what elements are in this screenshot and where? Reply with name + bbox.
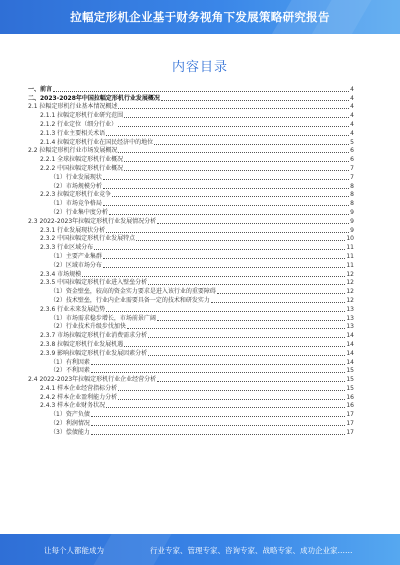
- toc-entry[interactable]: [28, 357, 354, 366]
- toc-leader-dots: [94, 249, 345, 250]
- toc-entry-label: （2）不利因素: [50, 367, 90, 375]
- toc-entry-label: 2.3.2 中国拉幅定形机行业发展特点: [40, 235, 136, 243]
- toc-entry-label: （2）行业集中度分析: [50, 208, 108, 216]
- toc-leader-dots: [136, 240, 345, 241]
- toc-entry-label: （1）资金壁垒，较高的资金实力要求是进入该行业的重要障碍: [50, 288, 216, 296]
- toc-leader-dots: [103, 267, 346, 268]
- toc-entry[interactable]: [28, 330, 354, 339]
- toc-leader-dots: [53, 91, 349, 92]
- toc-entry-page: 15: [346, 384, 354, 392]
- page-footer: [0, 534, 400, 565]
- toc-leader-dots: [157, 320, 346, 321]
- toc-leader-dots: [124, 170, 349, 171]
- toc-entry-page: 15: [346, 367, 354, 375]
- toc-entry-label: 2.1.1 拉幅定形机行业研究范围: [40, 112, 124, 120]
- toc-entry[interactable]: [28, 128, 354, 137]
- toc-entry[interactable]: [28, 313, 354, 322]
- toc-leader-dots: [118, 399, 345, 400]
- toc-entry[interactable]: [28, 251, 354, 260]
- toc-entry-page: 16: [346, 393, 354, 401]
- toc-entry-label: 2.3.9 影响拉幅定形机行业发展因素分析: [40, 349, 148, 357]
- toc-entry-page: 14: [346, 332, 354, 340]
- toc-entry-label: （1）主要产业集群: [50, 252, 102, 260]
- toc-entry-page: 17: [346, 411, 354, 419]
- toc-leader-dots: [124, 346, 345, 347]
- toc-leader-dots: [148, 355, 345, 356]
- toc-entry[interactable]: [28, 322, 354, 331]
- toc-entry-page: 9: [350, 217, 354, 225]
- toc-entry-page: 13: [346, 314, 354, 322]
- toc-entry-label: 二、2023-2028年中国拉幅定形机行业发展概况: [28, 94, 160, 102]
- toc-entry-page: 4: [350, 129, 354, 137]
- toc-leader-dots: [109, 214, 349, 215]
- toc-entry-page: 7: [350, 164, 354, 172]
- toc-leader-dots: [127, 328, 346, 329]
- toc-entry-label: 2.4 2022-2023年拉幅定形机行业企业经营分析: [28, 376, 157, 384]
- toc-entry-label: （1）有利因素: [50, 358, 90, 366]
- toc-entry-page: 11: [346, 244, 354, 252]
- toc-entry-label: （2）市场规模分析: [50, 182, 102, 190]
- table-of-contents: [28, 84, 354, 436]
- toc-entry[interactable]: [28, 304, 354, 313]
- toc-entry-page: 9: [350, 226, 354, 234]
- toc-entry[interactable]: [28, 234, 354, 243]
- toc-entry[interactable]: [28, 181, 354, 190]
- toc-leader-dots: [118, 390, 345, 391]
- toc-entry-page: 17: [346, 420, 354, 428]
- toc-entry[interactable]: [28, 110, 354, 119]
- toc-entry-label: 2.2.2 中国拉幅定形机行业概况: [40, 164, 124, 172]
- toc-entry[interactable]: [28, 427, 354, 436]
- footer-slogan: 让每个人都能成为: [44, 546, 104, 555]
- toc-entry[interactable]: [28, 190, 354, 199]
- toc-entry[interactable]: [28, 137, 354, 146]
- toc-entry-page: 4: [350, 112, 354, 120]
- toc-entry[interactable]: [28, 409, 354, 418]
- toc-entry[interactable]: [28, 374, 354, 383]
- toc-entry-label: （2）行业技术升级步伐加快: [50, 323, 126, 331]
- toc-entry-page: 4: [350, 103, 354, 111]
- toc-entry-page: 16: [346, 402, 354, 410]
- toc-entry-page: 14: [346, 358, 354, 366]
- toc-entry-label: （1）行业发展现状: [50, 173, 102, 181]
- toc-entry-page: 15: [346, 376, 354, 384]
- toc-leader-dots: [157, 223, 349, 224]
- toc-entry-label: 2.1 拉幅定形机行业基本情况概述: [28, 103, 118, 111]
- toc-leader-dots: [217, 293, 346, 294]
- toc-leader-dots: [91, 364, 346, 365]
- toc-entry-label: 2.1.4 拉幅定形机行业在国民经济中的地位: [40, 138, 154, 146]
- toc-entry[interactable]: [28, 207, 354, 216]
- toc-entry-label: 2.3 2022-2023年拉幅定形机行业发展情况分析: [28, 217, 157, 225]
- toc-leader-dots: [118, 152, 349, 153]
- toc-leader-dots: [112, 196, 349, 197]
- toc-entry[interactable]: [28, 278, 354, 287]
- toc-entry-label: 2.3.6 行业未来发展趋势: [40, 305, 106, 313]
- toc-entry[interactable]: [28, 286, 354, 295]
- toc-entry-label: 2.1.3 行业主要相关术语: [40, 129, 106, 137]
- toc-entry-page: 11: [346, 252, 354, 260]
- toc-entry[interactable]: [28, 146, 354, 155]
- report-title: 拉幅定形机企业基于财务视角下发展策略研究报告: [70, 10, 330, 24]
- toc-entry[interactable]: [28, 418, 354, 427]
- toc-entry-label: 2.2.3 拉幅定形机行业竞争: [40, 191, 112, 199]
- toc-entry-label: 2.2 拉幅定形机行业市场发展概况: [28, 147, 118, 155]
- toc-heading: 内容目录: [171, 60, 228, 75]
- toc-entry-page: 12: [346, 288, 354, 296]
- toc-leader-dots: [106, 232, 349, 233]
- toc-leader-dots: [118, 126, 349, 127]
- toc-entry-page: 4: [350, 94, 354, 102]
- toc-entry[interactable]: [28, 102, 354, 111]
- toc-leader-dots: [154, 144, 349, 145]
- toc-entry-label: 2.3.1 行业发展现状分析: [40, 226, 106, 234]
- toc-entry-label: （2）区域市场分布: [50, 261, 102, 269]
- footer-tagline: 行业专家、管理专家、咨询专家、战略专家、成功企业家……: [150, 546, 353, 555]
- toc-entry-page: 11: [346, 261, 354, 269]
- toc-entry[interactable]: [28, 198, 354, 207]
- toc-entry[interactable]: [28, 269, 354, 278]
- toc-leader-dots: [91, 434, 346, 435]
- toc-entry-label: （1）市场竞争格局: [50, 200, 102, 208]
- toc-leader-dots: [91, 372, 346, 373]
- toc-entry-label: 2.3.4 市场规模: [40, 270, 82, 278]
- toc-leader-dots: [103, 205, 349, 206]
- toc-entry[interactable]: [28, 366, 354, 375]
- toc-leader-dots: [103, 258, 346, 259]
- toc-entry[interactable]: [28, 119, 354, 128]
- toc-entry-label: （2）利润情况: [50, 420, 90, 428]
- toc-entry-label: 2.2.1 全球拉幅定形机行业概况: [40, 156, 124, 164]
- toc-entry[interactable]: [28, 172, 354, 181]
- toc-entry-page: 12: [346, 279, 354, 287]
- toc-entry-label: （1）市场需求稳步增长，市场前景广阔: [50, 314, 156, 322]
- toc-entry[interactable]: [28, 225, 354, 234]
- toc-leader-dots: [106, 135, 349, 136]
- toc-entry[interactable]: [28, 392, 354, 401]
- toc-entry-page: 4: [350, 85, 354, 93]
- toc-entry-page: 8: [350, 200, 354, 208]
- toc-leader-dots: [148, 337, 345, 338]
- toc-entry-label: （2）技术壁垒，行业内企业需要具备一定的技术和研发实力: [50, 296, 210, 304]
- toc-entry-label: 2.4.2 样本企业盈利能力分析: [40, 393, 118, 401]
- toc-entry[interactable]: [28, 154, 354, 163]
- toc-leader-dots: [91, 425, 346, 426]
- toc-entry-page: 6: [350, 156, 354, 164]
- toc-entry[interactable]: [28, 401, 354, 410]
- toc-entry[interactable]: [28, 383, 354, 392]
- toc-entry-page: 12: [346, 296, 354, 304]
- toc-entry-page: 13: [346, 323, 354, 331]
- toc-leader-dots: [157, 381, 345, 382]
- toc-entry[interactable]: [28, 216, 354, 225]
- toc-entry[interactable]: [28, 163, 354, 172]
- toc-entry-page: 8: [350, 182, 354, 190]
- toc-entry[interactable]: [28, 242, 354, 251]
- toc-entry-label: 2.1.2 行业定位（细分行业）: [40, 120, 118, 128]
- toc-leader-dots: [103, 188, 349, 189]
- toc-leader-dots: [82, 276, 345, 277]
- toc-entry-page: 9: [350, 208, 354, 216]
- toc-entry-page: 10: [346, 235, 354, 243]
- toc-entry-label: 2.3.7 市场拉幅定形机行业消费需求分析: [40, 332, 148, 340]
- toc-entry-label: 2.3.5 中国拉幅定形机行业进入壁垒分析: [40, 279, 148, 287]
- toc-entry-label: 2.3.3 行业区域分布: [40, 244, 94, 252]
- toc-entry-page: 4: [350, 120, 354, 128]
- toc-entry-page: 14: [346, 340, 354, 348]
- toc-leader-dots: [124, 161, 349, 162]
- toc-entry[interactable]: [28, 260, 354, 269]
- toc-entry-page: 8: [350, 191, 354, 199]
- toc-leader-dots: [91, 416, 346, 417]
- toc-entry-page: 5: [350, 138, 354, 146]
- toc-entry-label: （3）偿债能力: [50, 428, 90, 436]
- toc-entry-page: 7: [350, 173, 354, 181]
- toc-leader-dots: [161, 100, 349, 101]
- toc-leader-dots: [103, 179, 349, 180]
- toc-entry[interactable]: [28, 93, 354, 102]
- toc-entry-label: 2.4.3 样本企业财务状况: [40, 402, 106, 410]
- toc-leader-dots: [106, 407, 345, 408]
- toc-leader-dots: [211, 302, 346, 303]
- toc-entry-label: 2.4.1 样本企业经营指标分析: [40, 384, 118, 392]
- toc-entry-label: 一、前言: [28, 85, 53, 93]
- toc-entry-page: 13: [346, 305, 354, 313]
- toc-entry[interactable]: [28, 295, 354, 304]
- toc-leader-dots: [106, 311, 345, 312]
- toc-leader-dots: [118, 108, 349, 109]
- toc-entry[interactable]: [28, 84, 354, 93]
- toc-entry-page: 12: [346, 270, 354, 278]
- toc-entry[interactable]: [28, 348, 354, 357]
- toc-entry-page: 14: [346, 349, 354, 357]
- toc-entry-page: 17: [346, 428, 354, 436]
- toc-entry[interactable]: [28, 339, 354, 348]
- page-header: [0, 0, 400, 34]
- toc-entry-page: 6: [350, 147, 354, 155]
- toc-leader-dots: [124, 117, 349, 118]
- toc-entry-label: 2.3.8 拉幅定形机行业发展机遇: [40, 340, 124, 348]
- toc-entry-label: （1）资产负债: [50, 411, 90, 419]
- toc-leader-dots: [148, 284, 345, 285]
